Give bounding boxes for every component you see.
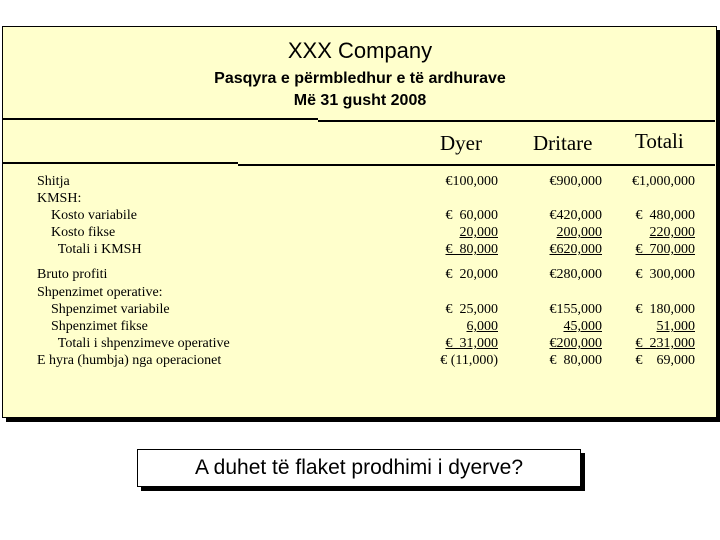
total-opex-total: € 231,000 (635, 336, 695, 351)
label-operating-income: E hyra (humbja) nga operacionet (37, 353, 222, 368)
operating-income-total: € 69,000 (635, 353, 695, 368)
sales-windows: €900,000 (549, 174, 602, 189)
label-fixed-opex: Shpenzimet fikse (37, 319, 148, 334)
label-total-cogs: Totali i KMSH (37, 242, 142, 257)
company-title: XXX Company (287, 38, 433, 63)
column-divider-right (238, 164, 715, 166)
fixed-cost-total: 220,000 (649, 225, 695, 240)
fixed-cost-windows: 200,000 (556, 225, 602, 240)
column-header-total: Totali (635, 129, 684, 153)
total-opex-doors: € 31,000 (445, 336, 498, 351)
variable-cost-windows: €420,000 (549, 208, 602, 223)
label-sales: Shitja (37, 174, 70, 189)
fixed-cost-doors: 20,000 (459, 225, 498, 240)
column-divider-left (3, 162, 238, 164)
total-opex-windows: €200,000 (549, 336, 602, 351)
fixed-opex-windows: 45,000 (563, 319, 602, 334)
label-variable-cost: Kosto variabile (37, 208, 137, 223)
question-callout: A duhet të flaket prodhimi i dyerve? (137, 449, 581, 487)
column-header-windows: Dritare (533, 131, 593, 155)
total-cogs-doors: € 80,000 (445, 242, 498, 257)
label-operating-expenses: Shpenzimet operative: (37, 285, 163, 300)
sales-doors: €100,000 (445, 174, 498, 189)
fixed-opex-doors: 6,000 (466, 319, 498, 334)
total-cogs-total: € 700,000 (635, 242, 695, 257)
variable-opex-windows: €155,000 (549, 302, 602, 317)
header-divider-right (318, 120, 715, 122)
column-header-doors: Dyer (440, 131, 482, 155)
label-variable-opex: Shpenzimet variabile (37, 302, 170, 317)
gross-profit-doors: € 20,000 (445, 267, 498, 282)
operating-income-doors: € (11,000) (440, 353, 498, 368)
label-cogs: KMSH: (37, 191, 82, 206)
label-fixed-cost: Kosto fikse (37, 225, 116, 240)
operating-income-windows: € 80,000 (549, 353, 602, 368)
sales-total: €1,000,000 (632, 174, 695, 189)
total-cogs-windows: €620,000 (549, 242, 602, 257)
gross-profit-total: € 300,000 (635, 267, 695, 282)
statement-subtitle: Pasqyra e përmbledhur e të ardhurave (214, 70, 506, 87)
label-gross-profit: Bruto profiti (37, 267, 108, 282)
variable-opex-total: € 180,000 (635, 302, 695, 317)
variable-cost-doors: € 60,000 (445, 208, 498, 223)
variable-opex-doors: € 25,000 (445, 302, 498, 317)
statement-date: Më 31 gusht 2008 (293, 92, 427, 109)
header-divider-left (3, 118, 318, 120)
label-total-opex: Totali i shpenzimeve operative (37, 336, 230, 351)
gross-profit-windows: €280,000 (549, 267, 602, 282)
fixed-opex-total: 51,000 (656, 319, 695, 334)
variable-cost-total: € 480,000 (635, 208, 695, 223)
